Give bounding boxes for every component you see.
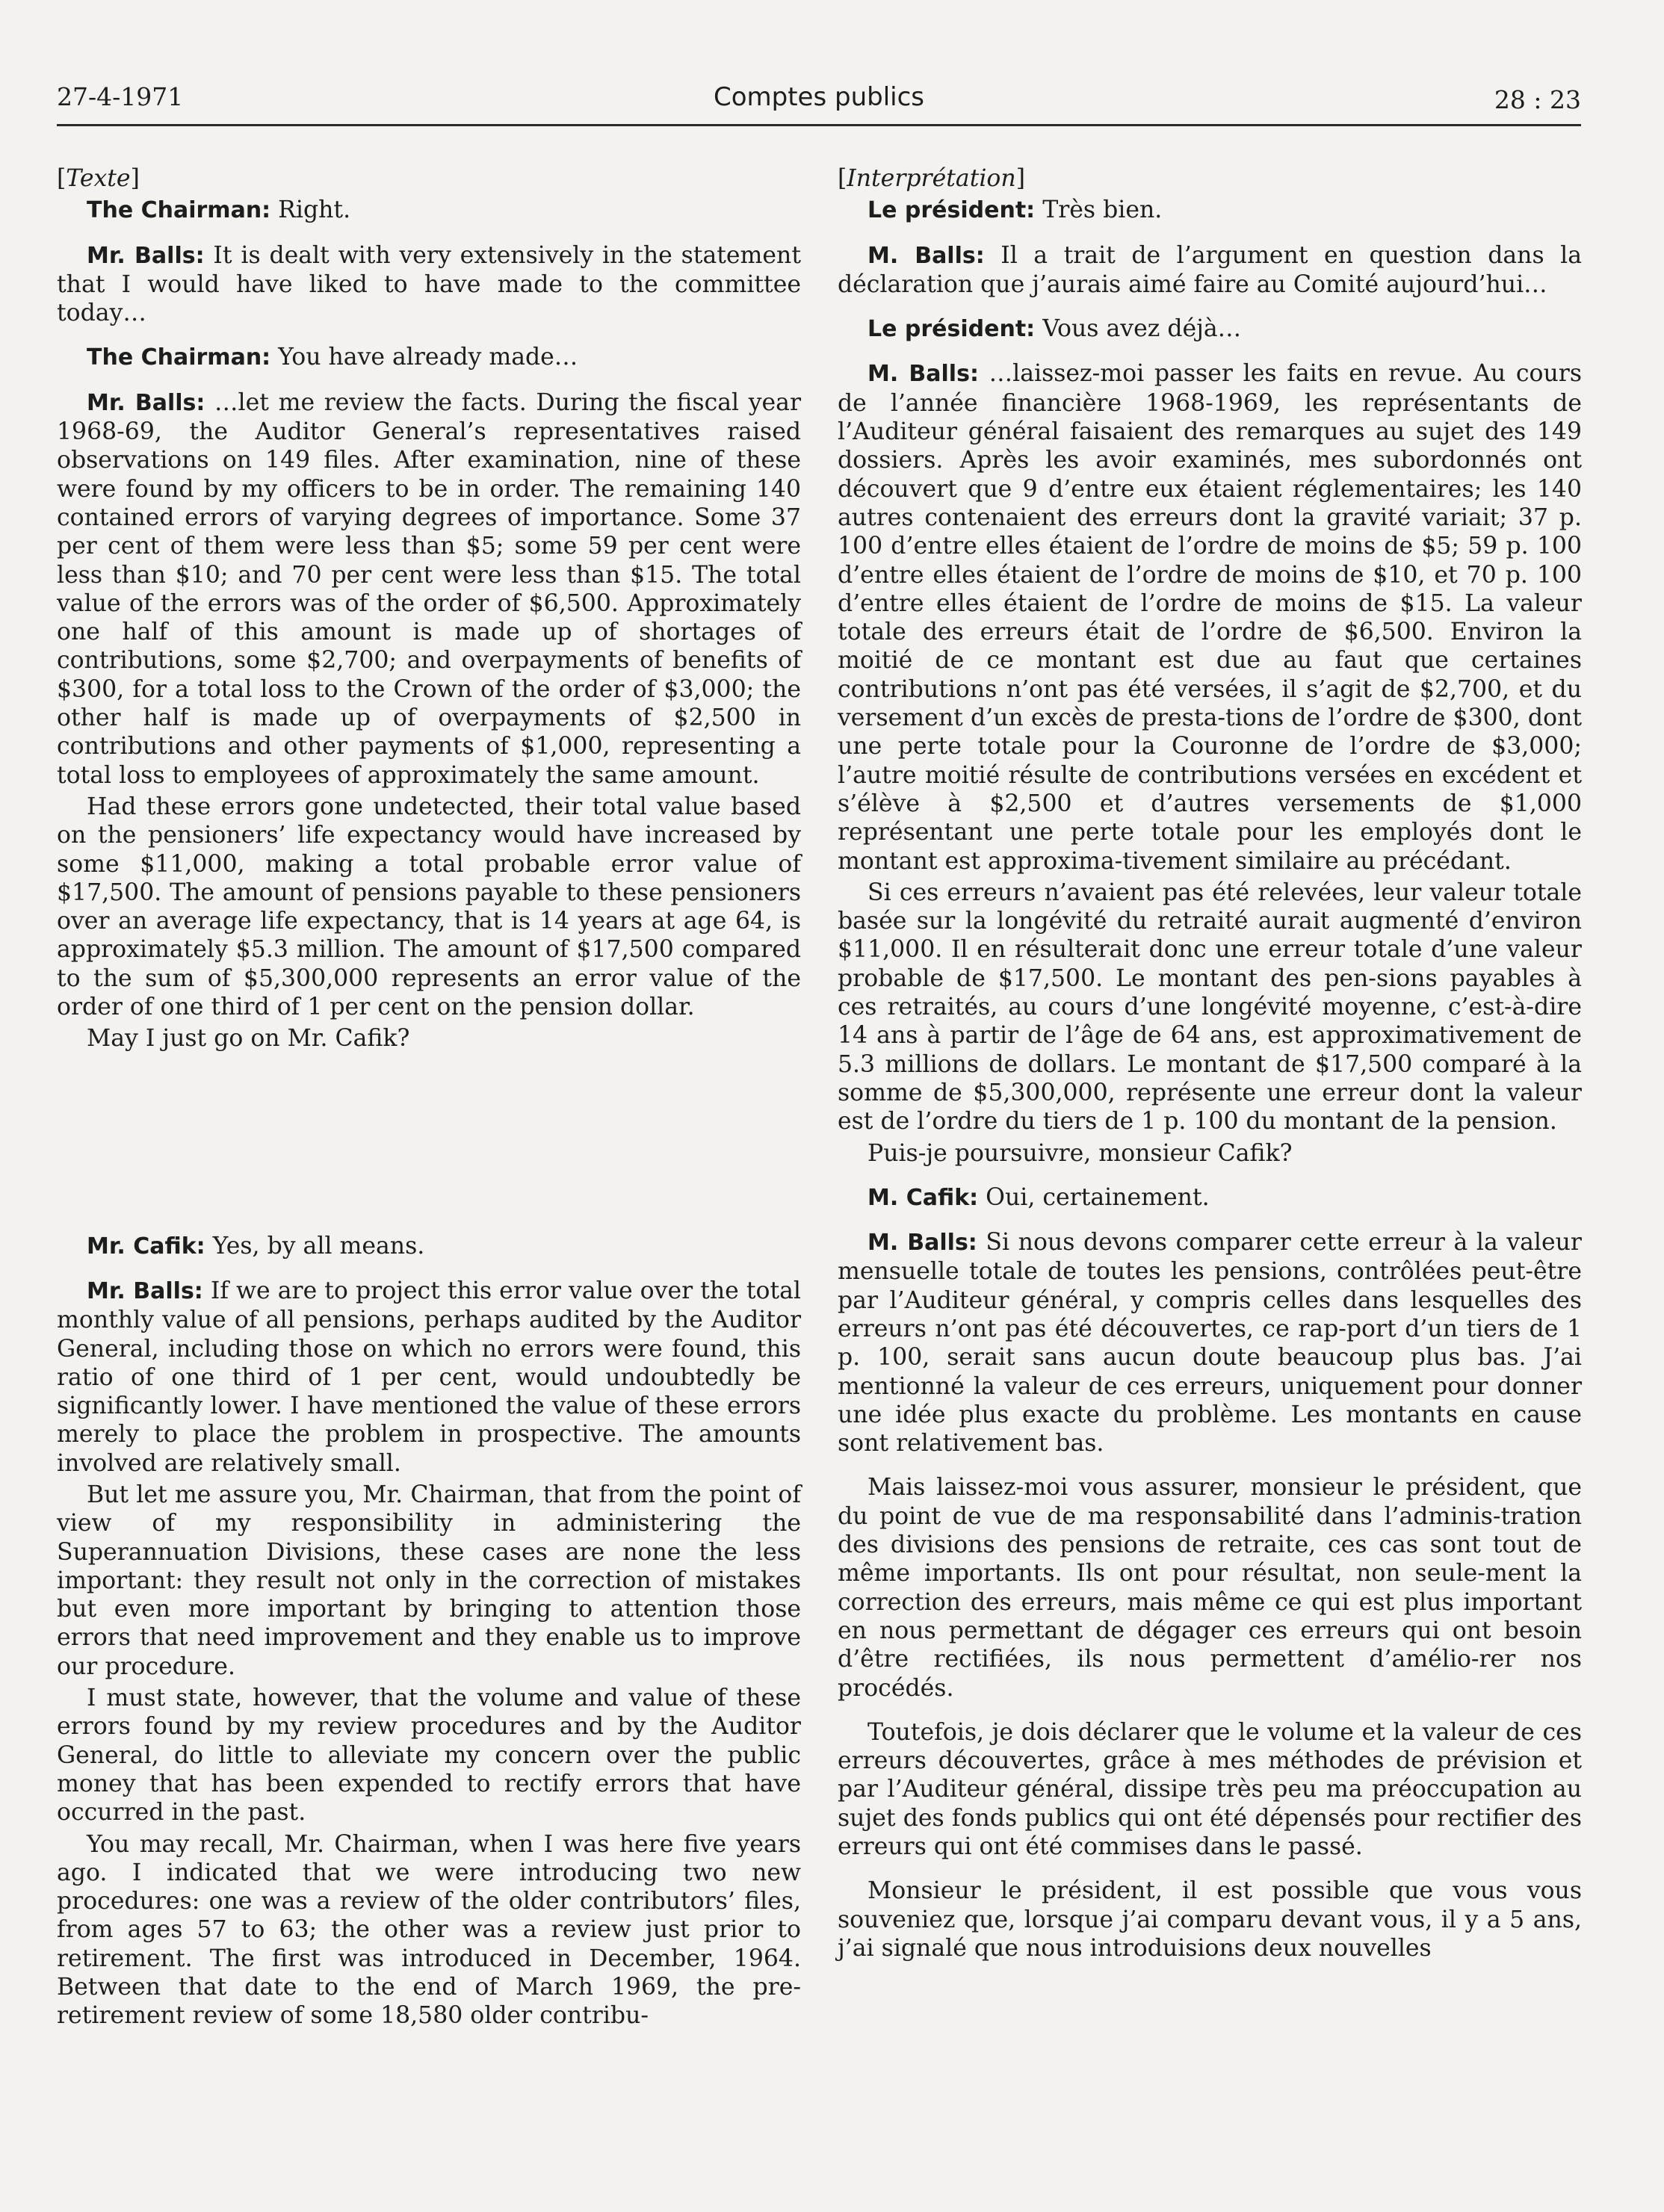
transcript-paragraph: M. Balls: Il a trait de l’argument en question dans la déclaration que j’aurais aimé faire au Comité aujourd’hui… [838,241,1582,298]
speaker-name: Mr. Balls: [87,242,205,269]
french-column [838,164,1582,1978]
transcript-paragraph: The Chairman: Right. [87,196,351,224]
transcript-paragraph: Mr. Cafik: Yes, by all means. [87,1232,425,1260]
speaker-name: M. Cafik: [867,1184,979,1211]
transcript-paragraph: Mr. Balls: If we are to project this error value over the total monthly value of all pensions, perhaps audited by the Auditor General, including those on which no errors were found, this ratio of one third of 1 per cent, would undoubtedly be significantly lower. I have mentioned the value of these errors merely to place the problem in prospective. The amounts involved are relatively small. [57,1277,802,1477]
speaker-name: M. Balls: [867,361,979,388]
transcript-paragraph: M. Cafik: Oui, certainement. [867,1183,1210,1211]
transcript-paragraph: M. Balls: …laissez-moi passer les faits en revue. Au cours de l’année financière 1968-1969, les représentants de l’Auditeur général faisaient des remarques au sujet des 149 dossiers. Après les avoir examinés, mes subordonnés ont découvert que 9 d’entre eux étaient réglementaires; les 140 autres contenaient des erreurs dont la gravité variait; 37 p. 100 d’entre elles étaient de l’ordre de moins de $5; 59 p. 100 d’entre elles étaient de l’ordre de moins de $10, et 70 p. 100 d’entre elles étaient de l’ordre de moins de $15. La valeur totale des erreurs était de l’ordre de $6,500. Environ la moitié de ce montant est due au faut que certaines contributions n’ont pas été versées, il s’agit de $2,700, et du versement d’un excès de presta-tions de l’ordre de $300, dont une perte totale pour la Couronne de l’ordre de $3,000; l’autre moitié résulte de contributions versées en excédent et s’élève à $2,500 et d’autres versements de $1,000 représentant une perte totale pour les employés dont le montant est approxima-tivement similaire au précédant. [838,360,1582,875]
transcript-paragraph: Si ces erreurs n’avaient pas été relevées, leur valeur totale basée sur la longévité du retraité aurait augmenté d’environ $11,000. Il en résulterait donc une erreur totale d’une valeur probable de $17,500. Le montant des pen-sions payables à ces retraités, au cours d’une longévité moyenne, c’est-à-dire 14 ans à partir de l’âge de 64 ans, est approximativement de 5.3 millions de dollars. Le montant de $17,500 comparé à la somme de $5,300,000, représente une erreur dont la valeur est de l’ordre du tiers de 1 p. 100 du montant de la pension. [838,879,1582,1136]
transcript-paragraph: M. Balls: Si nous devons comparer cette erreur à la valeur mensuelle totale de toutes les pensions, contrôlées peut-être par l’Auditeur général, y compris celles dans lesquelles des erreurs n’ont pas été découvertes, ce rap-port d’un tiers de 1 p. 100, serait sans aucun doute beaucoup plus bas. J’ai mentionné la valeur de ces erreurs, uniquement pour donner une idée plus exacte du problème. Les montants en cause sont relativement bas. [838,1229,1582,1457]
speaker-name: Mr. Balls: [87,389,205,416]
transcript-paragraph: May I just go on Mr. Cafik? [87,1025,410,1053]
speaker-name: Mr. Cafik: [87,1233,205,1260]
speaker-name: Le président: [867,197,1036,224]
transcript-paragraph: Mr. Balls: It is dealt with very extensively in the statement that I would have liked to have made to the committee today… [57,241,801,327]
header-page-number: 28 : 23 [1494,85,1581,114]
speaker-name: M. Balls: [867,242,985,269]
english-column [57,164,801,2046]
speaker-name: The Chairman: [87,197,271,224]
transcript-paragraph: Toutefois, je dois déclarer que le volume et la valeur de ces erreurs découvertes, grâce à mes méthodes de prévision et par l’Auditeur général, dissipe très peu ma préoccupation au sujet des fonds publics qui ont été dépensés pour rectifier des erreurs qui ont été commises dans le passé. [838,1718,1582,1861]
page-header [57,79,1581,126]
transcript-paragraph: The Chairman: You have already made… [87,344,578,371]
transcript-paragraph: Le président: Vous avez déjà… [867,315,1242,343]
transcript-paragraph: Had these errors gone undetected, their total value based on the pensioners’ life expectancy would have increased by some $11,000, making a total probable error value of $17,500. The amount of pensions payable to these pensioners over an average life expectancy, that is 14 years at age 64, is approximately $5.3 million. The amount of $17,500 compared to the sum of $5,300,000 represents an error value of the order of one third of 1 per cent on the pension dollar. [57,793,801,1021]
transcript-paragraph: Mr. Balls: …let me review the facts. During the fiscal year 1968-69, the Auditor General’s representatives raised observations on 149 files. After examination, nine of these were found by my officers to be in order. The remaining 140 contained errors of varying degrees of importance. Some 37 per cent of them were less than $5; some 59 per cent were less than $10; and 70 per cent were less than $15. The total value of the errors was of the order of $6,500. Approximately one half of this amount is made up of shortages of contributions, some $2,700; and overpayments of benefits of $300, for a total loss to the Crown of the order of $3,000; the other half is made up of overpayments of $2,500 in contributions and other payments of $1,000, representing a total loss to employees of approximately the same amount. [57,388,801,789]
transcript-paragraph: Puis-je poursuivre, monsieur Cafik? [867,1139,1293,1167]
speaker-name: Le président: [867,316,1036,343]
speaker-name: M. Balls: [867,1230,977,1257]
transcript-paragraph: Le président: Très bien. [867,196,1163,224]
column-label-texte: [Texte] [57,165,140,192]
header-date: 27-4-1971 [57,82,184,111]
transcript-paragraph: But let me assure you, Mr. Chairman, that from the point of view of my responsibility in administering the Superannuation Divisions, these cases are none the less important: they result not only in the correction of mistakes but even more important by bringing to attention those errors that need improvement and they enable us to improve our procedure. [57,1481,801,1680]
transcript-paragraph: I must state, however, that the volume and value of these errors found by my review procedures and by the Auditor General, do little to alleviate my concern over the public money that has been expended to rectify errors that have occurred in the past. [57,1685,801,1827]
header-title: Comptes publics [713,82,925,112]
column-gap [57,1069,801,1232]
transcript-paragraph: Mais laissez-moi vous assurer, monsieur le président, que du point de vue de ma responsabilité dans l’adminis-tration des divisions des pensions de retraite, ces cas sont tout de même importants. Ils ont pour résultat, non seule-ment la correction des erreurs, mais même ce qui est plus important en nous permettant de dégager ces erreurs qui ont besoin d’être rectifiées, ils nous permettent d’amélio-rer nos procédés. [838,1474,1582,1702]
transcript-paragraph: Monsieur le président, il est possible que vous vous souveniez que, lorsque j’ai comparu devant vous, il y a 5 ans, j’ai signalé que nous introduisions deux nouvelles [838,1877,1582,1962]
column-label-interpretation: [Interprétation] [838,165,1025,192]
transcript-paragraph: You may recall, Mr. Chairman, when I was here five years ago. I indicated that we were introducing two new procedures: one was a review of the older contributors’ files, from ages 57 to 63; the other was a review just prior to retirement. The first was introduced in December, 1964. Between that date to the end of March 1969, the pre-retirement review of some 18,580 older contribu- [57,1830,801,2030]
speaker-name: The Chairman: [87,344,271,371]
speaker-name: Mr. Balls: [87,1277,203,1304]
